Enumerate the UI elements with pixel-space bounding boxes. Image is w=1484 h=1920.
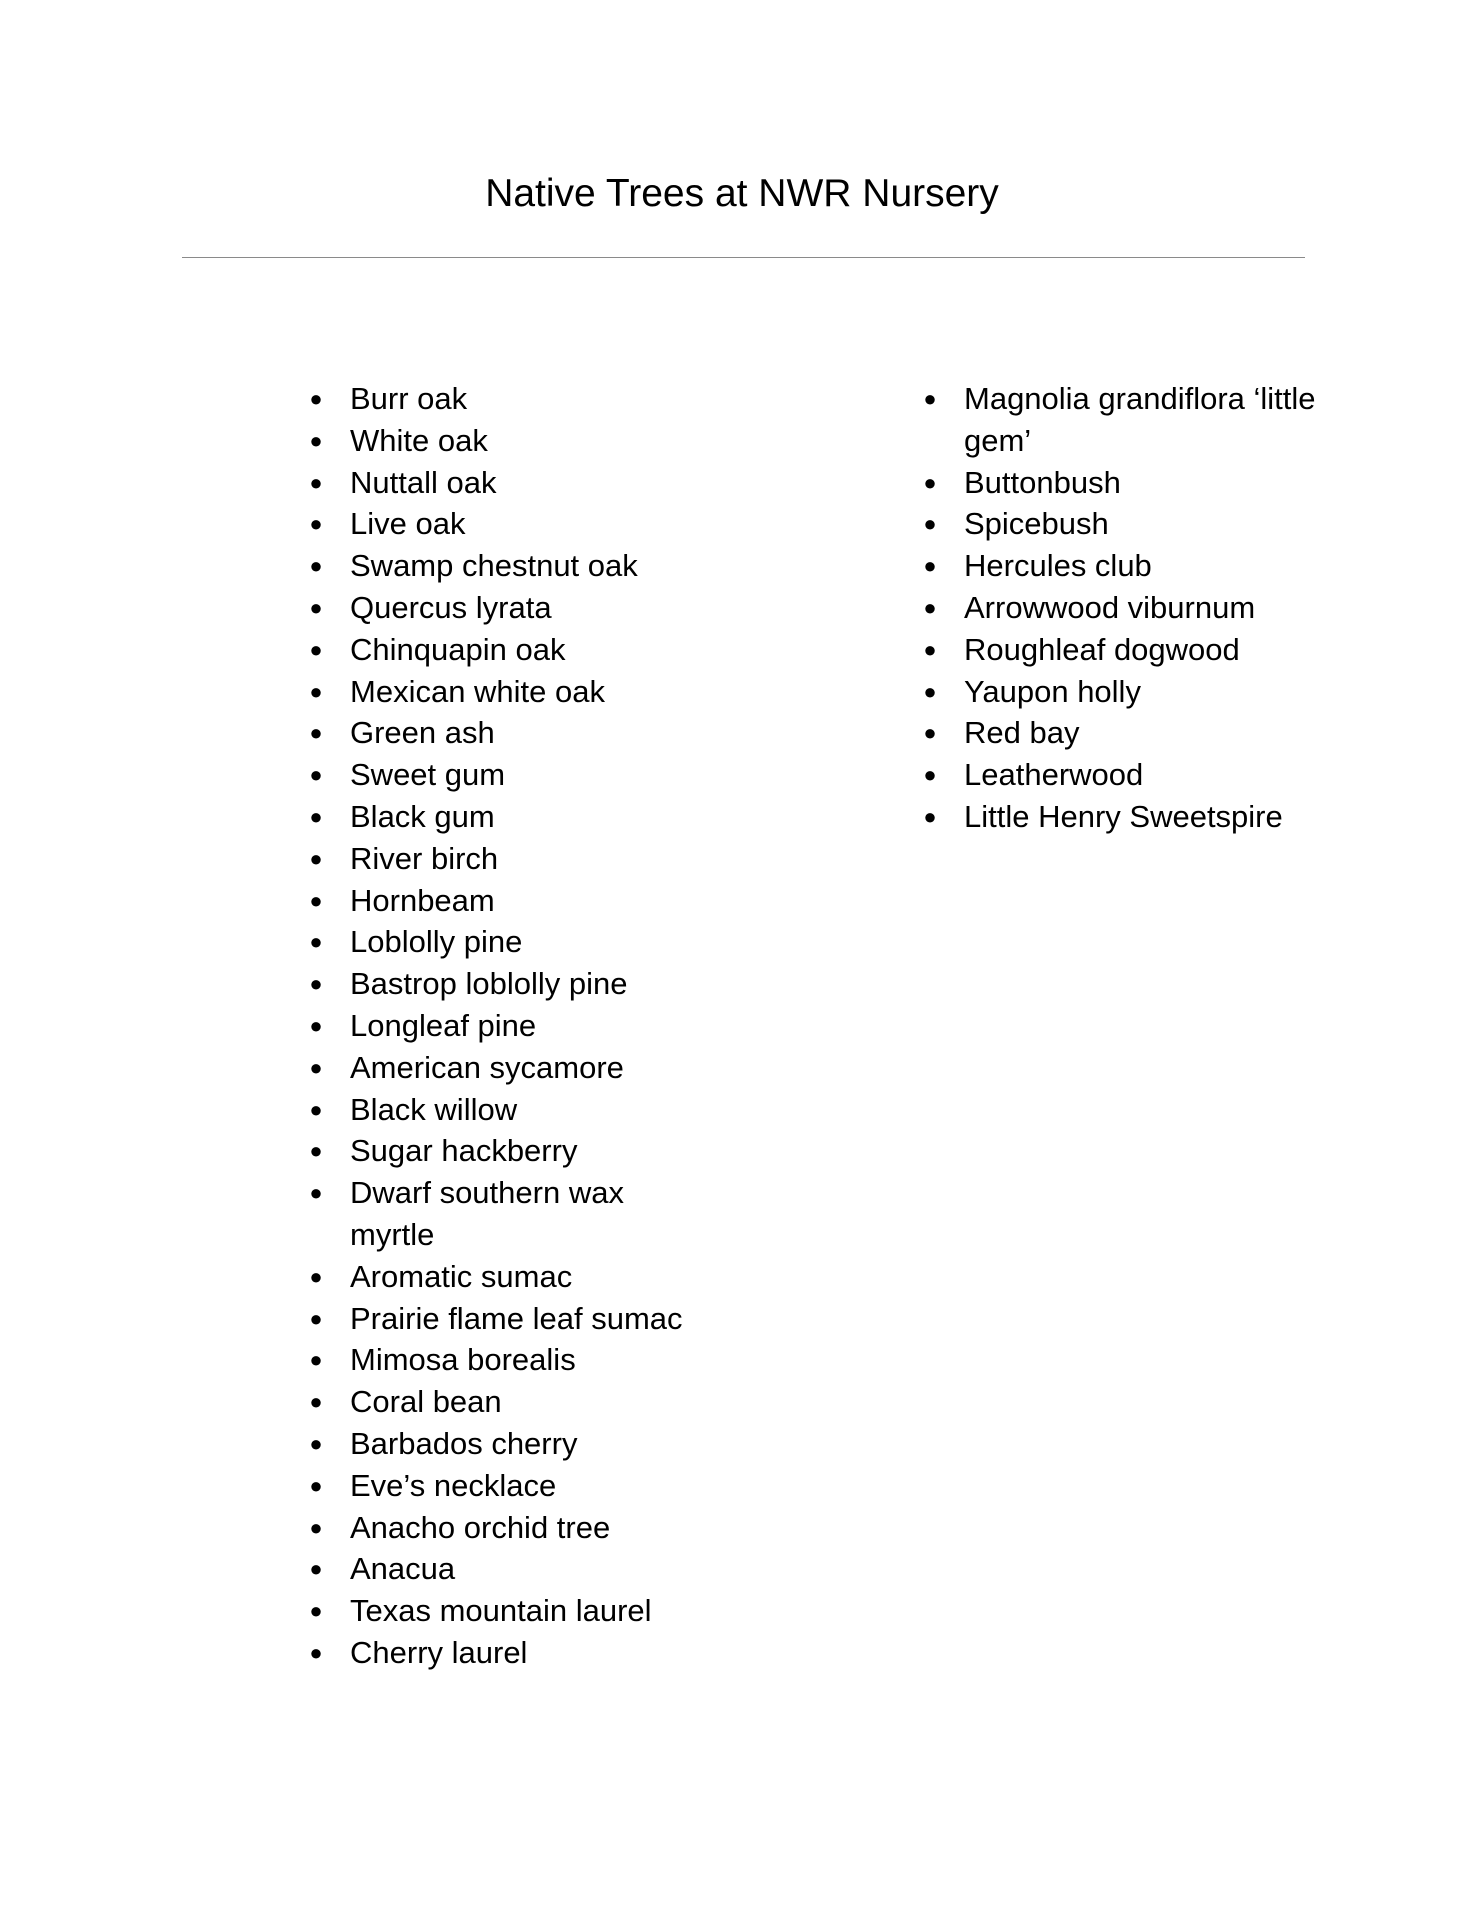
bullet-icon: ● [309,678,323,704]
list-item [306,880,706,922]
tree-name: Arrowwood viburnum [964,589,1256,625]
list-item [306,1339,706,1381]
tree-name: Loblolly pine [350,924,523,960]
list-item [920,503,1360,545]
list-item [920,462,1360,504]
tree-name: Bastrop loblolly pine [350,966,628,1002]
tree-name: Black gum [350,798,495,834]
tree-list-left-column [306,378,706,1674]
bullet-icon: ● [309,887,323,913]
list-item [306,503,706,545]
bullet-icon: ● [309,1347,323,1373]
list-item [306,1005,706,1047]
tree-name: Prairie flame leaf sumac [350,1300,683,1336]
list-item [920,545,1360,587]
tree-name: Quercus lyrata [350,589,552,625]
tree-name: Longleaf pine [350,1007,537,1043]
bullet-icon: ● [309,971,323,997]
list-item [306,420,706,462]
bullet-icon: ● [309,1472,323,1498]
tree-name: Mimosa borealis [350,1342,576,1378]
tree-name: Sugar hackberry [350,1133,578,1169]
bullet-icon: ● [923,511,937,537]
bullet-icon: ● [309,469,323,495]
list-item [306,796,706,838]
list-item [920,796,1360,838]
list-item [306,1381,706,1423]
bullet-icon: ● [309,1180,323,1206]
list-item [920,629,1360,671]
bullet-icon: ● [923,636,937,662]
bullet-icon: ● [923,553,937,579]
tree-name: Aromatic sumac [350,1258,573,1294]
bullet-icon: ● [309,553,323,579]
tree-name: Mexican white oak [350,673,606,709]
bullet-icon: ● [309,1598,323,1624]
tree-name: Anacho orchid tree [350,1509,611,1545]
tree-name: Magnolia grandiflora ‘little gem’ [964,381,1316,458]
tree-name: Yaupon holly [964,673,1141,709]
tree-name: Leatherwood [964,757,1144,793]
tree-name: Nuttall oak [350,464,497,500]
bullet-icon: ● [309,636,323,662]
bullet-icon: ● [923,803,937,829]
bullet-icon: ● [923,720,937,746]
list-item [306,1047,706,1089]
bullet-icon: ● [309,1012,323,1038]
bullet-icon: ● [309,929,323,955]
tree-name: Eve’s necklace [350,1467,557,1503]
bullet-icon: ● [309,803,323,829]
list-item [306,1172,706,1256]
tree-name: Anacua [350,1551,456,1587]
tree-name: Sweet gum [350,757,506,793]
tree-name: Red bay [964,715,1080,751]
bullet-icon: ● [309,1138,323,1164]
tree-name: Green ash [350,715,495,751]
bullet-icon: ● [309,845,323,871]
bullet-icon: ● [309,720,323,746]
tree-name: Roughleaf dogwood [964,631,1240,667]
tree-name: Burr oak [350,381,468,416]
bullet-icon: ● [309,762,323,788]
list-item [306,462,706,504]
tree-name: Chinquapin oak [350,631,566,667]
tree-name: Coral bean [350,1384,502,1420]
list-item [306,1465,706,1507]
list-item [920,712,1360,754]
tree-name: Cherry laurel [350,1634,528,1670]
list-item [306,963,706,1005]
tree-name: White oak [350,422,488,458]
bullet-icon: ● [309,427,323,453]
list-item [306,754,706,796]
tree-name: Hercules club [964,548,1152,584]
tree-name: Little Henry Sweetspire [964,798,1283,834]
tree-list-right-column [920,378,1360,838]
list-item [306,545,706,587]
list-item [306,1507,706,1549]
bullet-icon: ● [923,594,937,620]
page-title: Native Trees at NWR Nursery [485,172,999,215]
list-item [306,1256,706,1298]
list-item [306,629,706,671]
bullet-icon: ● [309,386,323,411]
tree-name: Texas mountain laurel [350,1593,652,1629]
bullet-icon: ● [309,1556,323,1582]
list-item [306,1089,706,1131]
list-item [306,1548,706,1590]
list-item [306,671,706,713]
list-item [920,754,1360,796]
list-item [306,1130,706,1172]
list-item [920,587,1360,629]
bullet-icon: ● [309,594,323,620]
bullet-icon: ● [309,1096,323,1122]
title-divider [182,257,1305,258]
list-item [306,1632,706,1674]
list-item [306,921,706,963]
tree-name: Black willow [350,1091,518,1127]
bullet-icon: ● [309,1305,323,1331]
tree-name: American sycamore [350,1049,624,1085]
tree-name: Hornbeam [350,882,495,918]
bullet-icon: ● [923,762,937,788]
bullet-icon: ● [309,1514,323,1540]
list-item [306,1590,706,1632]
list-item [306,378,706,420]
bullet-icon: ● [309,1639,323,1665]
tree-name: Spicebush [964,506,1109,542]
tree-name: River birch [350,840,499,876]
tree-name: Buttonbush [964,464,1121,500]
list-item [306,1423,706,1465]
list-item [306,587,706,629]
tree-name: Live oak [350,506,466,542]
bullet-icon: ● [309,1263,323,1289]
bullet-icon: ● [923,469,937,495]
bullet-icon: ● [923,386,937,411]
list-item [920,378,1360,462]
list-item [306,712,706,754]
list-item [920,671,1360,713]
bullet-icon: ● [309,1054,323,1080]
bullet-icon: ● [923,678,937,704]
bullet-icon: ● [309,1430,323,1456]
tree-name: Barbados cherry [350,1425,578,1461]
list-item [306,838,706,880]
bullet-icon: ● [309,511,323,537]
bullet-icon: ● [309,1389,323,1415]
list-item [306,1298,706,1340]
tree-name: Dwarf southern wax myrtle [350,1175,624,1252]
tree-name: Swamp chestnut oak [350,548,638,584]
